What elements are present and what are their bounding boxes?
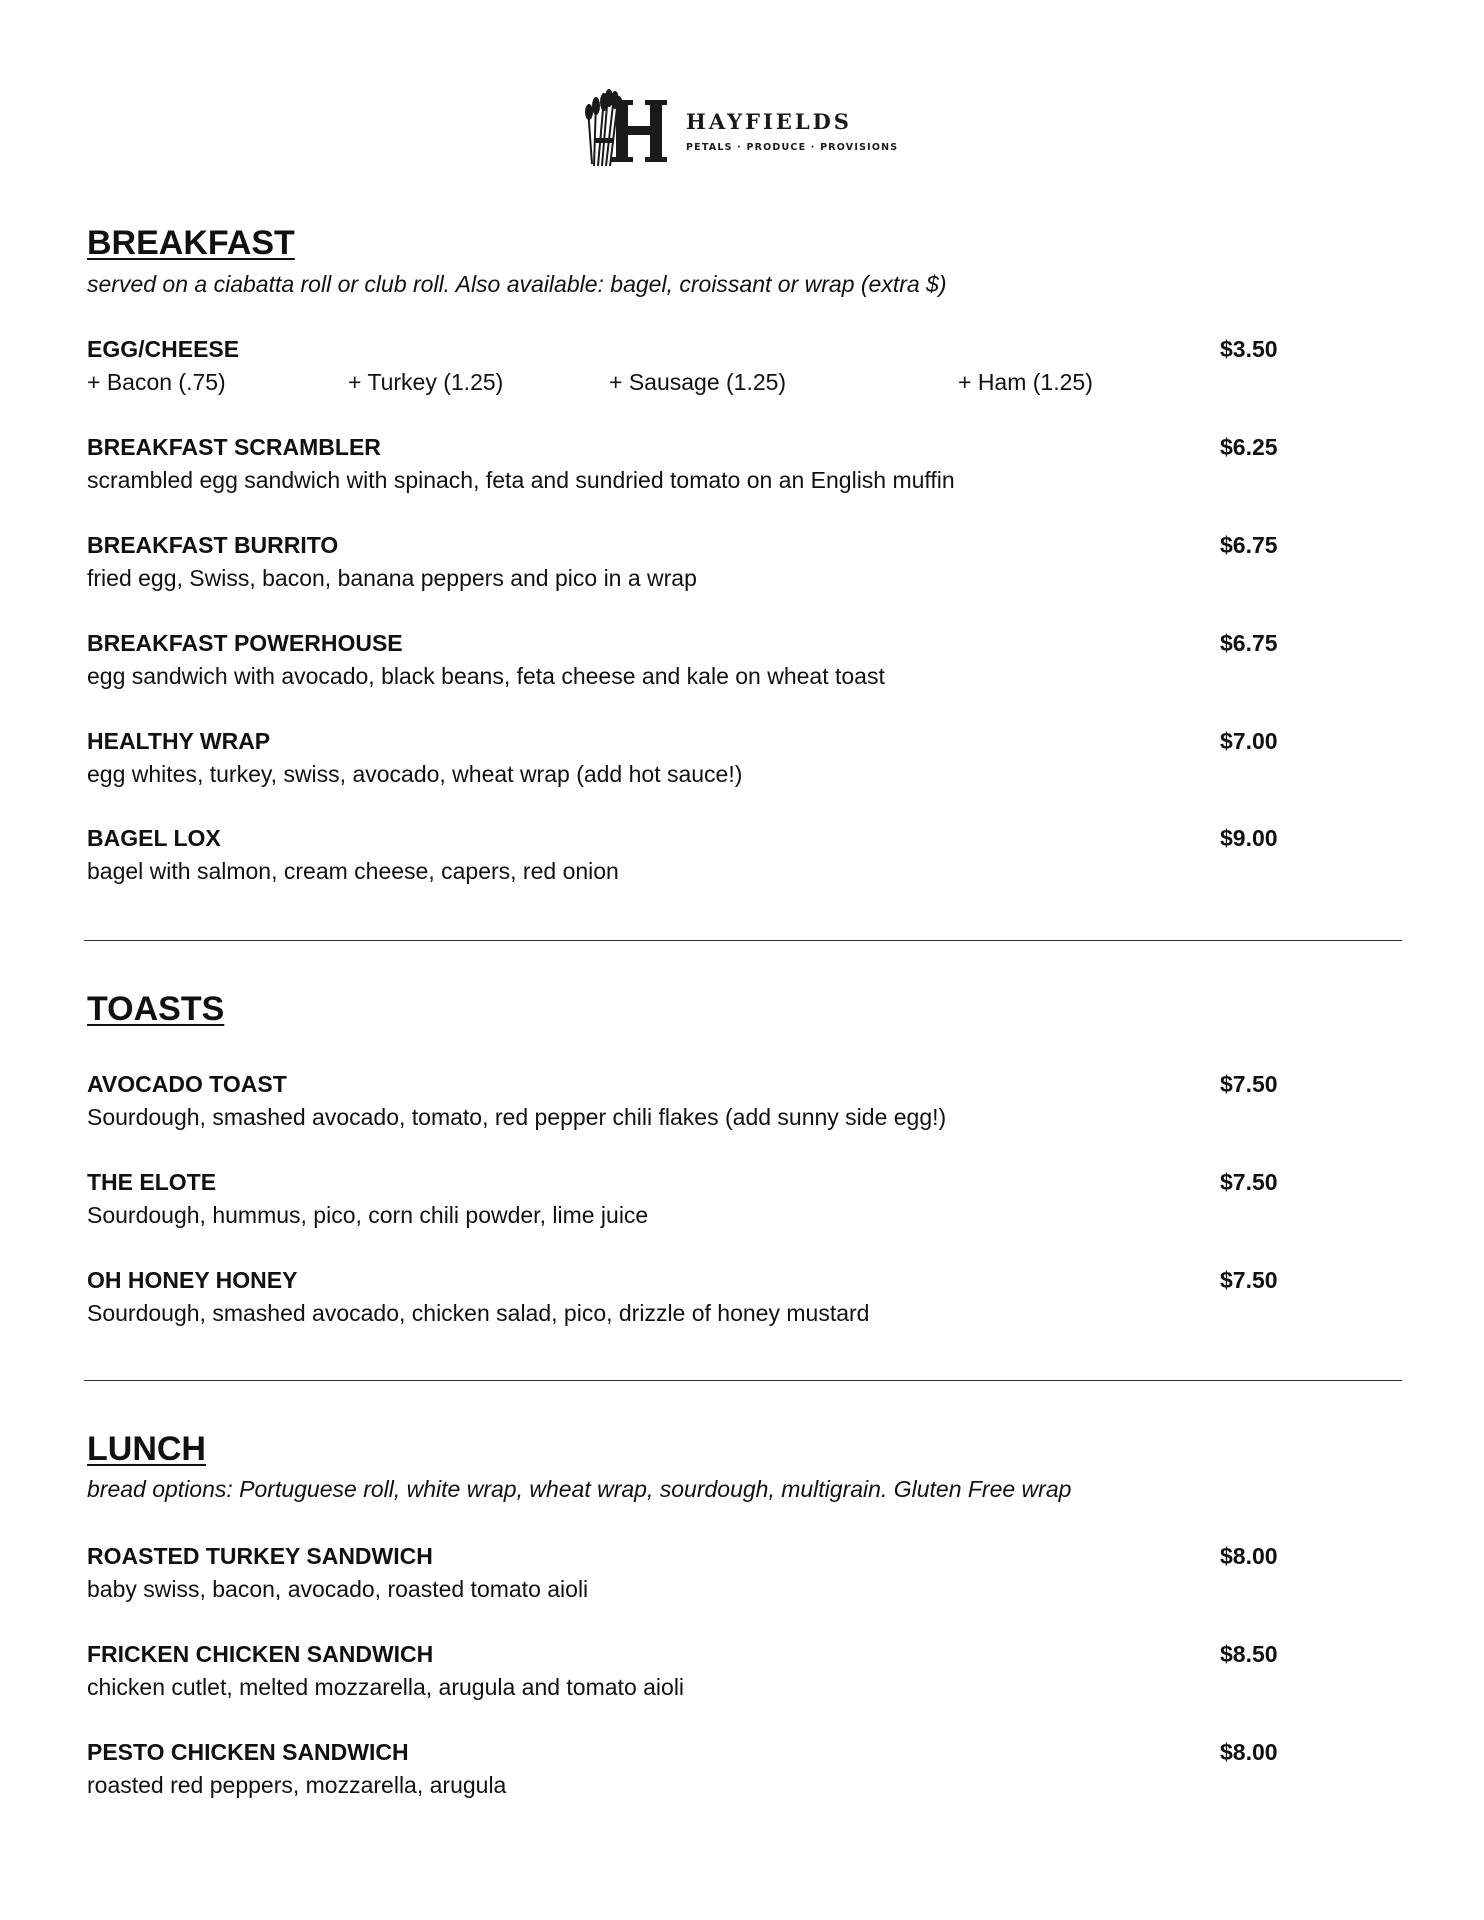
item-name: BAGEL LOX xyxy=(87,825,221,851)
item-name: BREAKFAST SCRAMBLER xyxy=(87,434,381,460)
wheat-bundle-h-icon xyxy=(584,88,684,168)
brand-tagline: PETALS · PRODUCE · PROVISIONS xyxy=(686,142,899,153)
item-name: BREAKFAST BURRITO xyxy=(87,532,339,558)
item-name: BREAKFAST POWERHOUSE xyxy=(87,630,403,656)
item-price: $9.00 xyxy=(1220,825,1278,851)
item-price: $7.50 xyxy=(1220,1267,1278,1293)
item-description: scrambled egg sandwich with spinach, feta and sundried tomato on an English muffin xyxy=(87,467,955,493)
item-price: $7.00 xyxy=(1220,728,1278,754)
item-description: roasted red peppers, mozzarella, arugula xyxy=(87,1772,507,1798)
section-divider xyxy=(84,940,1402,941)
item-name: AVOCADO TOAST xyxy=(87,1071,287,1097)
item-description: chicken cutlet, melted mozzarella, arugula and tomato aioli xyxy=(87,1674,685,1700)
item-description: baby swiss, bacon, avocado, roasted tomato aioli xyxy=(87,1576,589,1602)
item-price: $6.75 xyxy=(1220,630,1278,656)
toasts-heading: TOASTS xyxy=(87,990,225,1028)
item-description: egg whites, turkey, swiss, avocado, wheat wrap (add hot sauce!) xyxy=(87,761,743,787)
item-price: $8.00 xyxy=(1220,1739,1278,1765)
item-description: Sourdough, smashed avocado, tomato, red pepper chili flakes (add sunny side egg!) xyxy=(87,1104,947,1130)
section-divider xyxy=(84,1380,1402,1381)
item-name: FRICKEN CHICKEN SANDWICH xyxy=(87,1641,434,1667)
item-description: fried egg, Swiss, bacon, banana peppers and pico in a wrap xyxy=(87,565,697,591)
item-price: $7.50 xyxy=(1220,1071,1278,1097)
item-description: Sourdough, smashed avocado, chicken salad, pico, drizzle of honey mustard xyxy=(87,1300,870,1326)
item-description: Sourdough, hummus, pico, corn chili powder, lime juice xyxy=(87,1202,649,1228)
breakfast-note: served on a ciabatta roll or club roll. Also available: bagel, croissant or wrap (extra $) xyxy=(87,271,947,297)
item-name: THE ELOTE xyxy=(87,1169,217,1195)
item-name: HEALTHY WRAP xyxy=(87,728,271,754)
breakfast-heading: BREAKFAST xyxy=(87,224,295,262)
item-description: bagel with salmon, cream cheese, capers, red onion xyxy=(87,858,619,884)
lunch-note: bread options: Portuguese roll, white wrap, wheat wrap, sourdough, multigrain. Gluten Free wrap xyxy=(87,1476,1072,1502)
lunch-heading: LUNCH xyxy=(87,1430,206,1468)
item-name: PESTO CHICKEN SANDWICH xyxy=(87,1739,409,1765)
brand-name: HAYFIELDS xyxy=(686,109,852,134)
brand-logo xyxy=(584,88,904,168)
item-description: egg sandwich with avocado, black beans, feta cheese and kale on wheat toast xyxy=(87,663,885,689)
item-name: OH HONEY HONEY xyxy=(87,1267,298,1293)
addon-turkey: + Turkey (1.25) xyxy=(348,369,504,395)
addon-ham: + Ham (1.25) xyxy=(958,369,1093,395)
item-price: $8.00 xyxy=(1220,1543,1278,1569)
item-price: $6.75 xyxy=(1220,532,1278,558)
item-price: $7.50 xyxy=(1220,1169,1278,1195)
addon-bacon: + Bacon (.75) xyxy=(87,369,226,395)
item-price: $8.50 xyxy=(1220,1641,1278,1667)
addon-sausage: + Sausage (1.25) xyxy=(609,369,787,395)
item-price: $6.25 xyxy=(1220,434,1278,460)
item-name: ROASTED TURKEY SANDWICH xyxy=(87,1543,433,1569)
item-name: EGG/CHEESE xyxy=(87,336,240,362)
item-price: $3.50 xyxy=(1220,336,1278,362)
